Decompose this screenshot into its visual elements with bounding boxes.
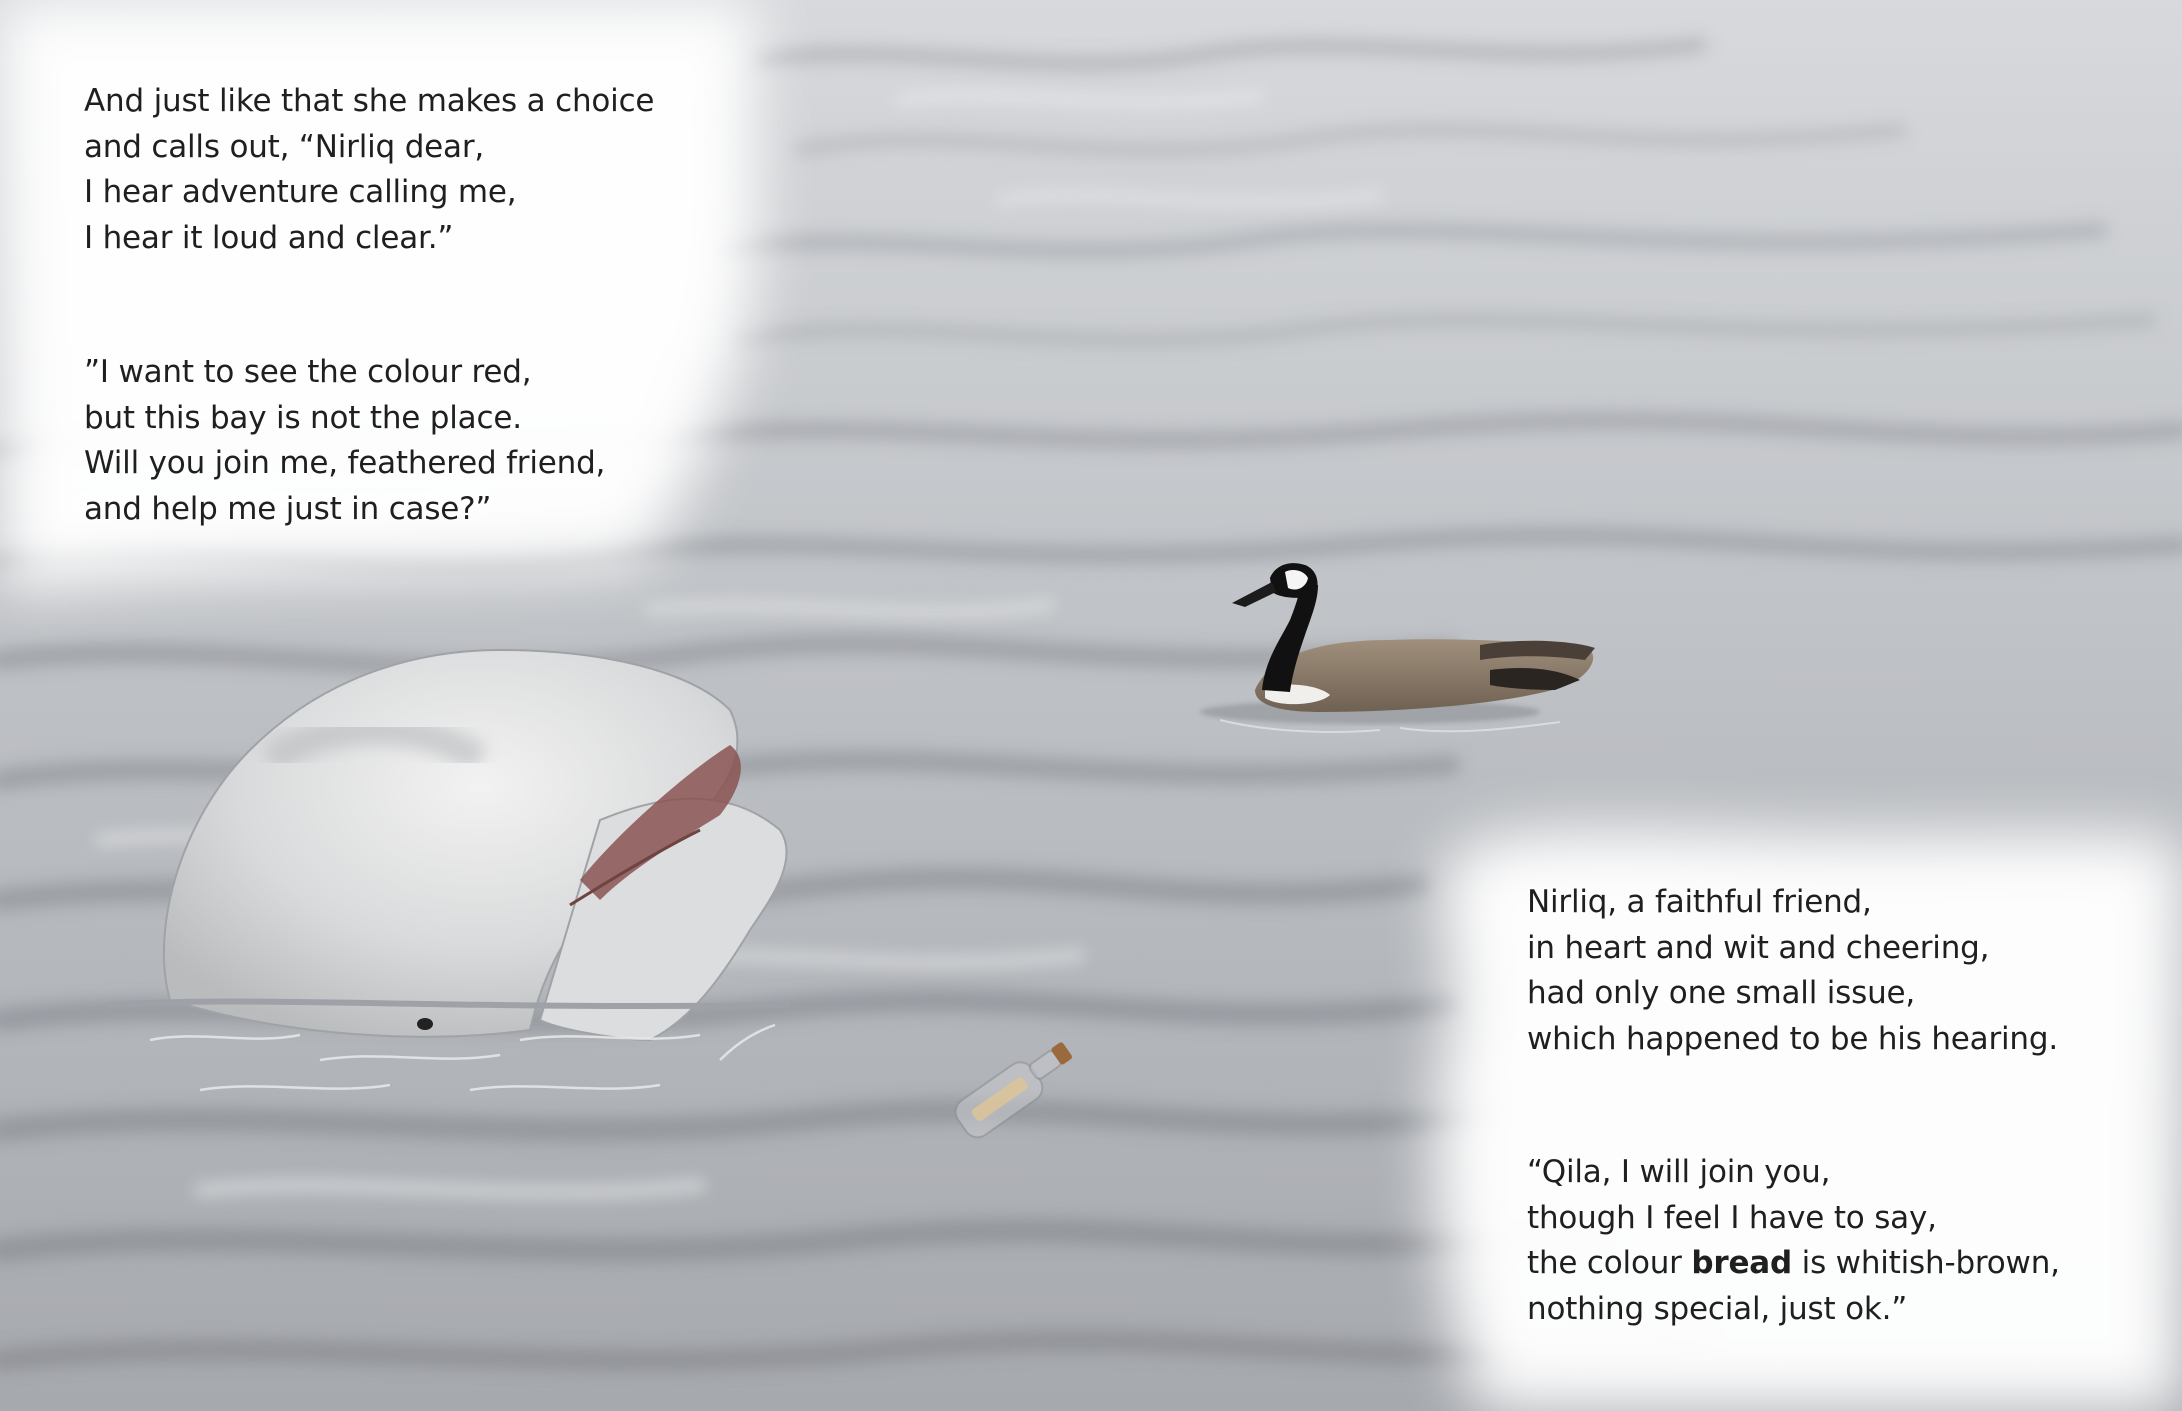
verse-line: Nirliq, a faithful friend, [1527,884,1872,920]
verse-line: I hear it loud and clear.” [84,219,454,256]
bold-word: bread [1691,1245,1792,1281]
verse-line: ”I want to see the colour red, [84,354,532,390]
verse-4 [1527,1150,2060,1332]
verse-line: but this bay is not the place. [84,399,522,436]
verse-line: had only one small issue, [1527,975,1916,1011]
verse-line: though I feel I have to say, [1527,1199,1937,1236]
verse-1 [84,79,654,261]
verse-line: “Qila, I will join you, [1527,1154,1831,1190]
verse-line: nothing special, just ok.” [1527,1290,1908,1327]
verse-line: and help me just in case?” [84,490,492,527]
verse-text: is whitish-brown, [1792,1245,2060,1281]
verse-line: and calls out, “Nirliq dear, [84,128,485,165]
verse-line: And just like that she makes a choice [84,83,655,119]
verse-line: which happened to be his hearing. [1527,1020,2058,1057]
verse-line [1527,1241,2060,1287]
verse-line: I hear adventure calling me, [84,174,517,210]
verse-line: Will you join me, feathered friend, [84,445,606,481]
verse-2 [84,350,605,532]
verse-line: in heart and wit and cheering, [1527,929,1990,966]
verse-text: the colour [1527,1245,1692,1281]
verse-3 [1527,880,2058,1062]
